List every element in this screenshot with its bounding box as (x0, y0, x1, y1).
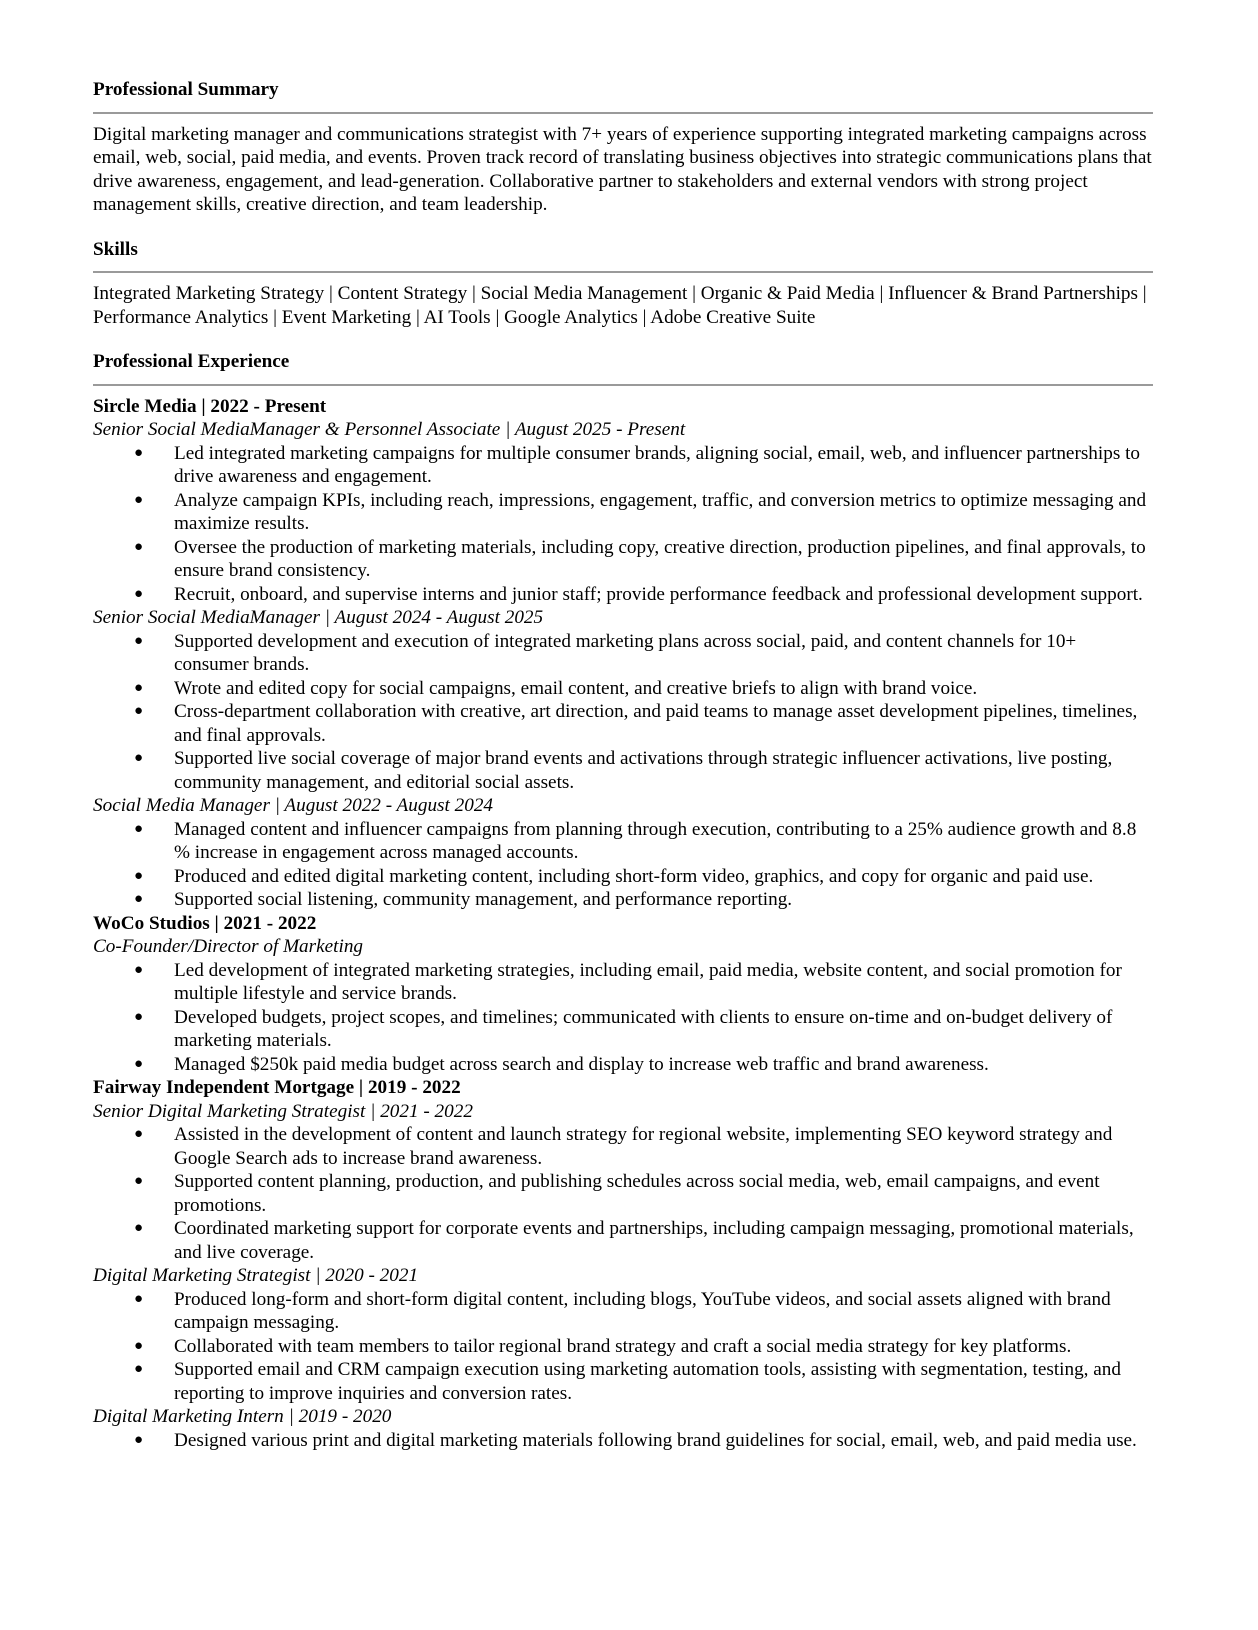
bullet-text: Designed various print and digital marketing materials following brand guidelines for social, email, web, and paid media use. (174, 1429, 1137, 1451)
bullet-icon: ● (134, 703, 144, 719)
bullet-item (93, 818, 1153, 865)
bullet-item (93, 959, 1153, 1006)
bullet-list (93, 630, 1153, 795)
bullet-icon: ● (134, 1173, 144, 1189)
bullet-text: Analyze campaign KPIs, including reach, impressions, engagement, traffic, and conversion metrics to optimize messaging and maximize results. (174, 489, 1147, 534)
role-title: Digital Marketing Strategist | 2020 - 2021 (93, 1265, 419, 1286)
bullet-text: Supported email and CRM campaign execution using marketing automation tools, assisting with segmentation, testing, and reporting to improve inquiries and conversion rates. (174, 1359, 1121, 1404)
bullet-icon: ● (134, 679, 144, 696)
bullet-icon: ● (134, 444, 144, 461)
summary-text: Digital marketing manager and communications strategist with 7+ years of experience supporting integrated marketing campaigns across email, web, social, paid media, and events. Proven track record of translating business objectives into strategic communications plans that drive awareness, engagement, and lead-generation. Collaborative partner to stakeholders and external vendors with strong project management skills, creative direction, and team leadership. (93, 123, 1152, 215)
bullet-list (93, 818, 1153, 912)
bullet-text: Assisted in the development of content and launch strategy for regional website, implementing SEO keyword strategy and Google Search ads to increase brand awareness. (174, 1124, 1113, 1169)
bullet-list (93, 959, 1153, 1077)
section-spacer (93, 217, 1153, 238)
bullet-list (93, 1429, 1153, 1453)
bullet-text: Supported social listening, community management, and performance reporting. (174, 889, 793, 910)
bullet-text: Cross-department collaboration with creative, art direction, and paid teams to manage asset development pipelines, timelines, and final approvals. (174, 701, 1138, 746)
bullet-item (93, 700, 1153, 747)
bullet-item (93, 1217, 1153, 1264)
bullet-text: Managed $250k paid media budget across search and display to increase web traffic and brand awareness. (174, 1053, 989, 1075)
bullet-item (93, 489, 1153, 536)
bullet-item (93, 677, 1153, 701)
bullet-list (93, 1123, 1153, 1264)
bullet-icon: ● (134, 632, 144, 649)
bullet-icon: ● (134, 820, 144, 837)
role-title: Senior Social MediaManager & Personnel Associate | August 2025 - Present (93, 419, 686, 440)
bullet-item (93, 442, 1153, 489)
bullet-list (93, 442, 1153, 607)
bullet-icon: ● (134, 585, 144, 602)
company-heading: WoCo Studios | 2021 - 2022 (93, 912, 317, 934)
bullet-text: Supported live social coverage of major brand events and activations through strategic influencer activations, live posting, community management, and editorial social assets. (174, 748, 1113, 793)
bullet-item (93, 1335, 1153, 1359)
role-title: Co-Founder/Director of Marketing (93, 936, 364, 957)
bullet-icon: ● (134, 1290, 144, 1307)
company-heading: Fairway Independent Mortgage | 2019 - 2022 (93, 1077, 461, 1098)
experience-list (93, 395, 1153, 1453)
role-title: Digital Marketing Intern | 2019 - 2020 (93, 1406, 392, 1427)
summary-divider (93, 112, 1153, 114)
bullet-icon: ● (134, 750, 144, 766)
bullet-text: Recruit, onboard, and supervise interns and junior staff; provide performance feedback and professional development support. (174, 583, 1143, 605)
bullet-item (93, 1288, 1153, 1335)
bullet-item (93, 1123, 1153, 1170)
bullet-icon: ● (134, 1431, 144, 1448)
bullet-icon: ● (134, 867, 144, 884)
bullet-icon: ● (134, 1337, 144, 1354)
bullet-text: Coordinated marketing support for corporate events and partnerships, including campaign messaging, promotional materials, and live coverage. (174, 1218, 1134, 1263)
section-spacer (93, 329, 1153, 350)
summary-heading: Professional Summary (93, 79, 279, 100)
bullet-item (93, 888, 1153, 912)
bullet-item (93, 1358, 1153, 1405)
bullet-text: Led development of integrated marketing strategies, including email, paid media, website content, and social promotion for multiple lifestyle and service brands. (174, 959, 1122, 1004)
role-title: Social Media Manager | August 2022 - August 2024 (93, 795, 494, 816)
bullet-item (93, 1006, 1153, 1053)
resume-content (93, 78, 1153, 1452)
skills-heading: Skills (93, 238, 138, 260)
bullet-icon: ● (134, 538, 144, 555)
bullet-icon: ● (134, 1220, 144, 1236)
company-heading: Sircle Media | 2022 - Present (93, 395, 327, 417)
bullet-text: Managed content and influencer campaigns from planning through execution, contributing to a 25% audience growth and 8.8 % increase in engagement across managed accounts. (174, 818, 1137, 863)
bullet-icon: ● (134, 491, 144, 508)
experience-divider (93, 384, 1153, 386)
bullet-item (93, 583, 1153, 607)
bullet-icon: ● (134, 1126, 144, 1142)
bullet-list (93, 1288, 1153, 1406)
bullet-icon: ● (134, 1055, 144, 1072)
bullet-item (93, 1053, 1153, 1077)
bullet-item (93, 630, 1153, 677)
bullet-icon: ● (134, 961, 144, 978)
bullet-text: Supported development and execution of integrated marketing plans across social, paid, and content channels for 10+ consumer brands. (174, 630, 1077, 675)
role-title: Senior Social MediaManager | August 2024 - August 2025 (93, 607, 544, 628)
bullet-text: Produced long-form and short-form digital content, including blogs, YouTube videos, and social assets aligned with brand campaign messaging. (174, 1288, 1111, 1333)
skills-text: Integrated Marketing Strategy | Content Strategy | Social Media Management | Organic & Paid Media | Influencer & Brand Partnerships | Performance Analytics | Event Marketing | AI Tools | Google Analytics | Adobe Creative Suite (93, 283, 1147, 328)
bullet-text: Produced and edited digital marketing content, including short-form video, graphics, and copy for organic and paid use. (174, 865, 1094, 887)
bullet-item (93, 1429, 1153, 1453)
bullet-text: Supported content planning, production, and publishing schedules across social media, web, email campaigns, and event promotions. (174, 1171, 1100, 1216)
bullet-text: Oversee the production of marketing materials, including copy, creative direction, production pipelines, and final approvals, to ensure brand consistency. (174, 536, 1146, 581)
skills-divider (93, 271, 1153, 273)
bullet-text: Collaborated with team members to tailor regional brand strategy and craft a social media strategy for key platforms. (174, 1335, 1072, 1357)
bullet-text: Developed budgets, project scopes, and timelines; communicated with clients to ensure on-time and on-budget delivery of marketing materials. (174, 1006, 1113, 1051)
bullet-text: Wrote and edited copy for social campaigns, email content, and creative briefs to align with brand voice. (174, 677, 978, 699)
bullet-icon: ● (134, 1361, 144, 1377)
bullet-item (93, 1170, 1153, 1217)
experience-heading: Professional Experience (93, 351, 290, 372)
bullet-icon: ● (134, 1008, 144, 1025)
role-title: Senior Digital Marketing Strategist | 2021 - 2022 (93, 1100, 473, 1122)
bullet-item (93, 536, 1153, 583)
bullet-icon: ● (134, 891, 144, 907)
bullet-text: Led integrated marketing campaigns for multiple consumer brands, aligning social, email, web, and influencer partnerships to drive awareness and engagement. (174, 442, 1141, 487)
bullet-item (93, 747, 1153, 794)
bullet-item (93, 865, 1153, 889)
